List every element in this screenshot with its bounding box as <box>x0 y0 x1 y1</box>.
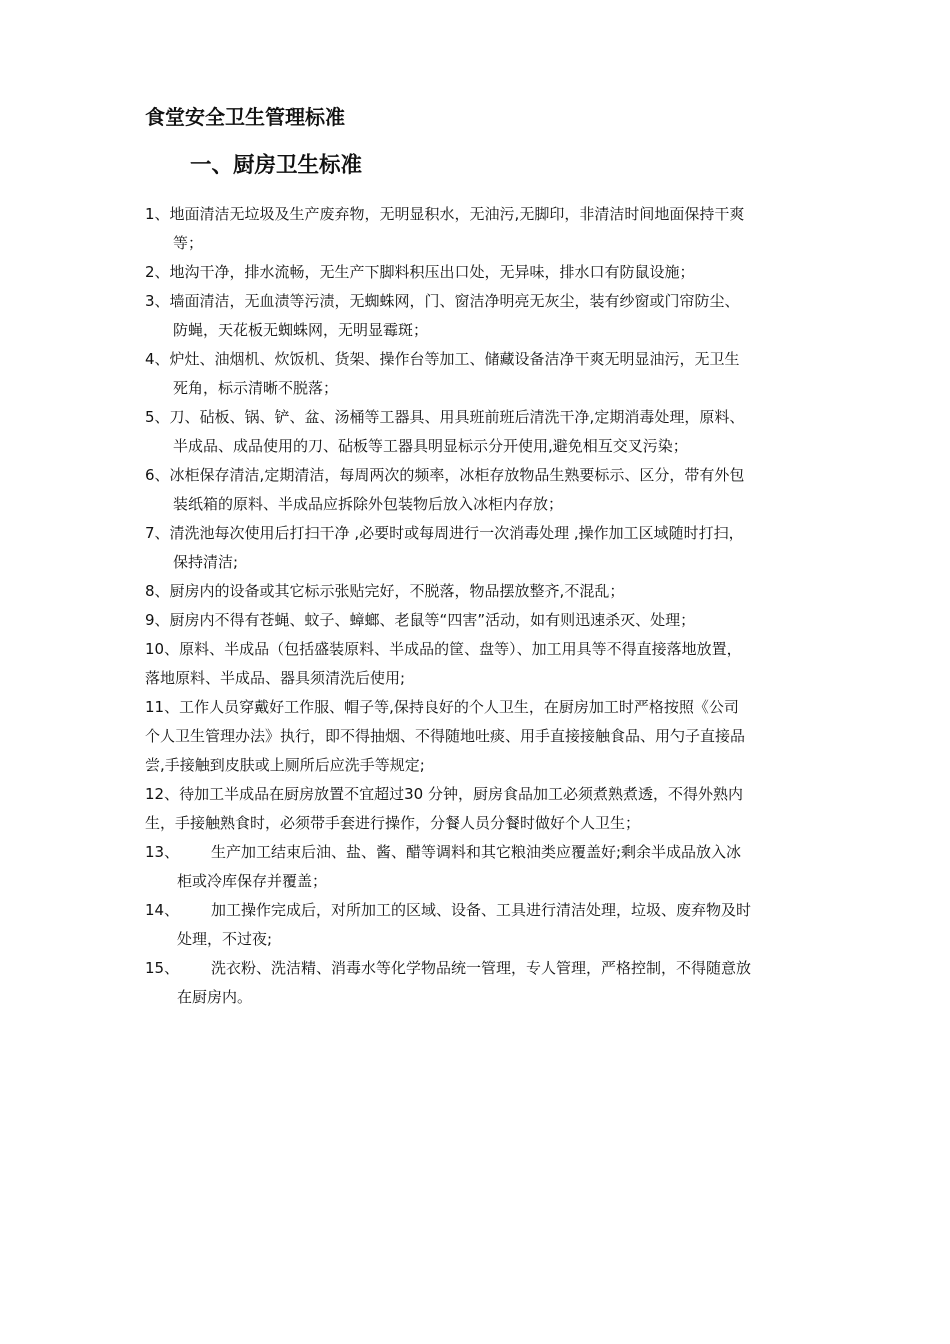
list-item <box>145 519 825 577</box>
item-number: 8、 <box>145 582 170 600</box>
item-continuation-line: 在厨房内。 <box>177 988 253 1006</box>
item-text: 待加工半成品在厨房放置不宜超过30 分钟，厨房食品加工必须煮熟煮透，不得外熟内 <box>179 785 743 803</box>
item-text: 厨房内的设备或其它标示张贴完好，不脱落，物品摆放整齐,不混乱； <box>169 582 625 600</box>
list-item <box>145 258 825 287</box>
item-first-line <box>145 461 825 490</box>
list-item <box>145 635 825 693</box>
item-number: 5、 <box>145 408 170 426</box>
item-text: 清洗池每次使用后打扫干净 ,必要时或每周进行一次消毒处理 ,操作加工区域随时打扫， <box>169 524 744 542</box>
item-number: 2、 <box>145 263 170 281</box>
item-first-line <box>145 287 825 316</box>
list-item <box>145 200 825 258</box>
item-first-line <box>145 577 825 606</box>
item-first-line <box>145 838 825 867</box>
list-item <box>145 461 825 519</box>
item-number: 10、 <box>145 640 180 658</box>
item-text: 地沟干净，排水流畅，无生产下脚料积压出口处，无异味，排水口有防鼠设施； <box>169 263 695 281</box>
list-item <box>145 838 825 896</box>
list-item <box>145 606 825 635</box>
item-text: 冰柜保存清洁,定期清洁，每周两次的频率，冰柜存放物品生熟要标示、区分，带有外包 <box>169 466 745 484</box>
item-continuation-line: 落地原料、半成品、器具须清洗后使用; <box>145 669 406 687</box>
item-number: 11、 <box>145 698 180 716</box>
item-text: 刀、砧板、锅、铲、盆、汤桶等工器具、用具班前班后清洗干净,定期消毒处理，原料、 <box>169 408 745 426</box>
list-item <box>145 896 825 954</box>
item-continuation-line: 生，手接触熟食时，必须带手套进行操作，分餐人员分餐时做好个人卫生； <box>145 814 641 832</box>
item-number: 3、 <box>145 292 170 310</box>
item-continuation-line: 保持清洁; <box>173 553 239 571</box>
item-first-line <box>145 780 825 809</box>
item-first-line <box>145 403 825 432</box>
item-number: 15、 <box>145 959 180 977</box>
item-text: 厨房内不得有苍蝇、蚊子、蟑螂、老鼠等“四害”活动，如有则迅速杀灭、处理； <box>169 611 696 629</box>
list-item <box>145 954 825 1012</box>
item-first-line <box>145 345 825 374</box>
item-text: 工作人员穿戴好工作服、帽子等,保持良好的个人卫生，在厨房加工时严格按照《公司 <box>179 698 739 716</box>
item-first-line <box>145 896 825 925</box>
list-item <box>145 345 825 403</box>
item-text: 原料、半成品（包括盛装原料、半成品的筐、盘等）、加工用具等不得直接落地放置， <box>179 640 742 658</box>
item-continuation-line: 防蝇，天花板无蜘蛛网，无明显霉斑； <box>173 321 429 339</box>
list-item <box>145 693 825 780</box>
item-first-line <box>145 519 825 548</box>
list-item <box>145 403 825 461</box>
list-item <box>145 780 825 838</box>
item-continuation-line: 装纸箱的原料、半成品应拆除外包装物后放入冰柜内存放； <box>173 495 564 513</box>
item-first-line <box>145 635 825 664</box>
item-text: 炉灶、油烟机、炊饭机、货架、操作台等加工、储藏设备洁净干爽无明显油污，无卫生 <box>169 350 740 368</box>
item-text: 洗衣粉、洗洁精、消毒水等化学物品统一管理，专人管理，严格控制，不得随意放 <box>211 959 752 977</box>
item-number: 12、 <box>145 785 180 803</box>
item-first-line <box>145 606 825 635</box>
item-number: 7、 <box>145 524 170 542</box>
item-text: 地面清洁无垃圾及生产废弃物，无明显积水，无油污,无脚印，非清洁时间地面保持干爽 <box>169 205 745 223</box>
item-continuation-line: 死角，标示清晰不脱落； <box>173 379 339 397</box>
item-first-line <box>145 693 825 722</box>
item-continuation-line: 个人卫生管理办法》执行，即不得抽烟、不得随地吐痰、用手直接接触食品、用勺子直接品 <box>145 727 746 745</box>
item-first-line <box>145 200 825 229</box>
list-item <box>145 577 825 606</box>
item-text: 加工操作完成后，对所加工的区域、设备、工具进行清洁处理，垃圾、废弃物及时 <box>211 901 752 919</box>
item-continuation-line: 尝,手接触到皮肤或上厕所后应洗手等规定; <box>145 756 425 774</box>
item-continuation-line: 柜或冷库保存并覆盖； <box>177 872 328 890</box>
item-number: 14、 <box>145 901 180 919</box>
item-continuation-line: 处理，不过夜; <box>177 930 273 948</box>
item-first-line <box>145 954 825 983</box>
item-text: 墙面清洁，无血渍等污渍，无蜘蛛网，门、窗洁净明亮无灰尘，装有纱窗或门帘防尘、 <box>169 292 740 310</box>
item-continuation-line: 等； <box>173 234 204 252</box>
item-continuation-line: 半成品、成品使用的刀、砧板等工器具明显标示分开使用,避免相互交叉污染； <box>173 437 688 455</box>
standards-list <box>145 200 825 1012</box>
item-number: 1、 <box>145 205 170 223</box>
item-number: 13、 <box>145 843 180 861</box>
document-title: 食堂安全卫生管理标准 <box>145 105 345 129</box>
list-item <box>145 287 825 345</box>
section-heading: 一、厨房卫生标准 <box>190 153 363 178</box>
item-number: 6、 <box>145 466 170 484</box>
item-number: 4、 <box>145 350 170 368</box>
item-number: 9、 <box>145 611 170 629</box>
item-first-line <box>145 258 825 287</box>
item-text: 生产加工结束后油、盐、酱、醋等调料和其它粮油类应覆盖好;剩余半成品放入冰 <box>211 843 742 861</box>
